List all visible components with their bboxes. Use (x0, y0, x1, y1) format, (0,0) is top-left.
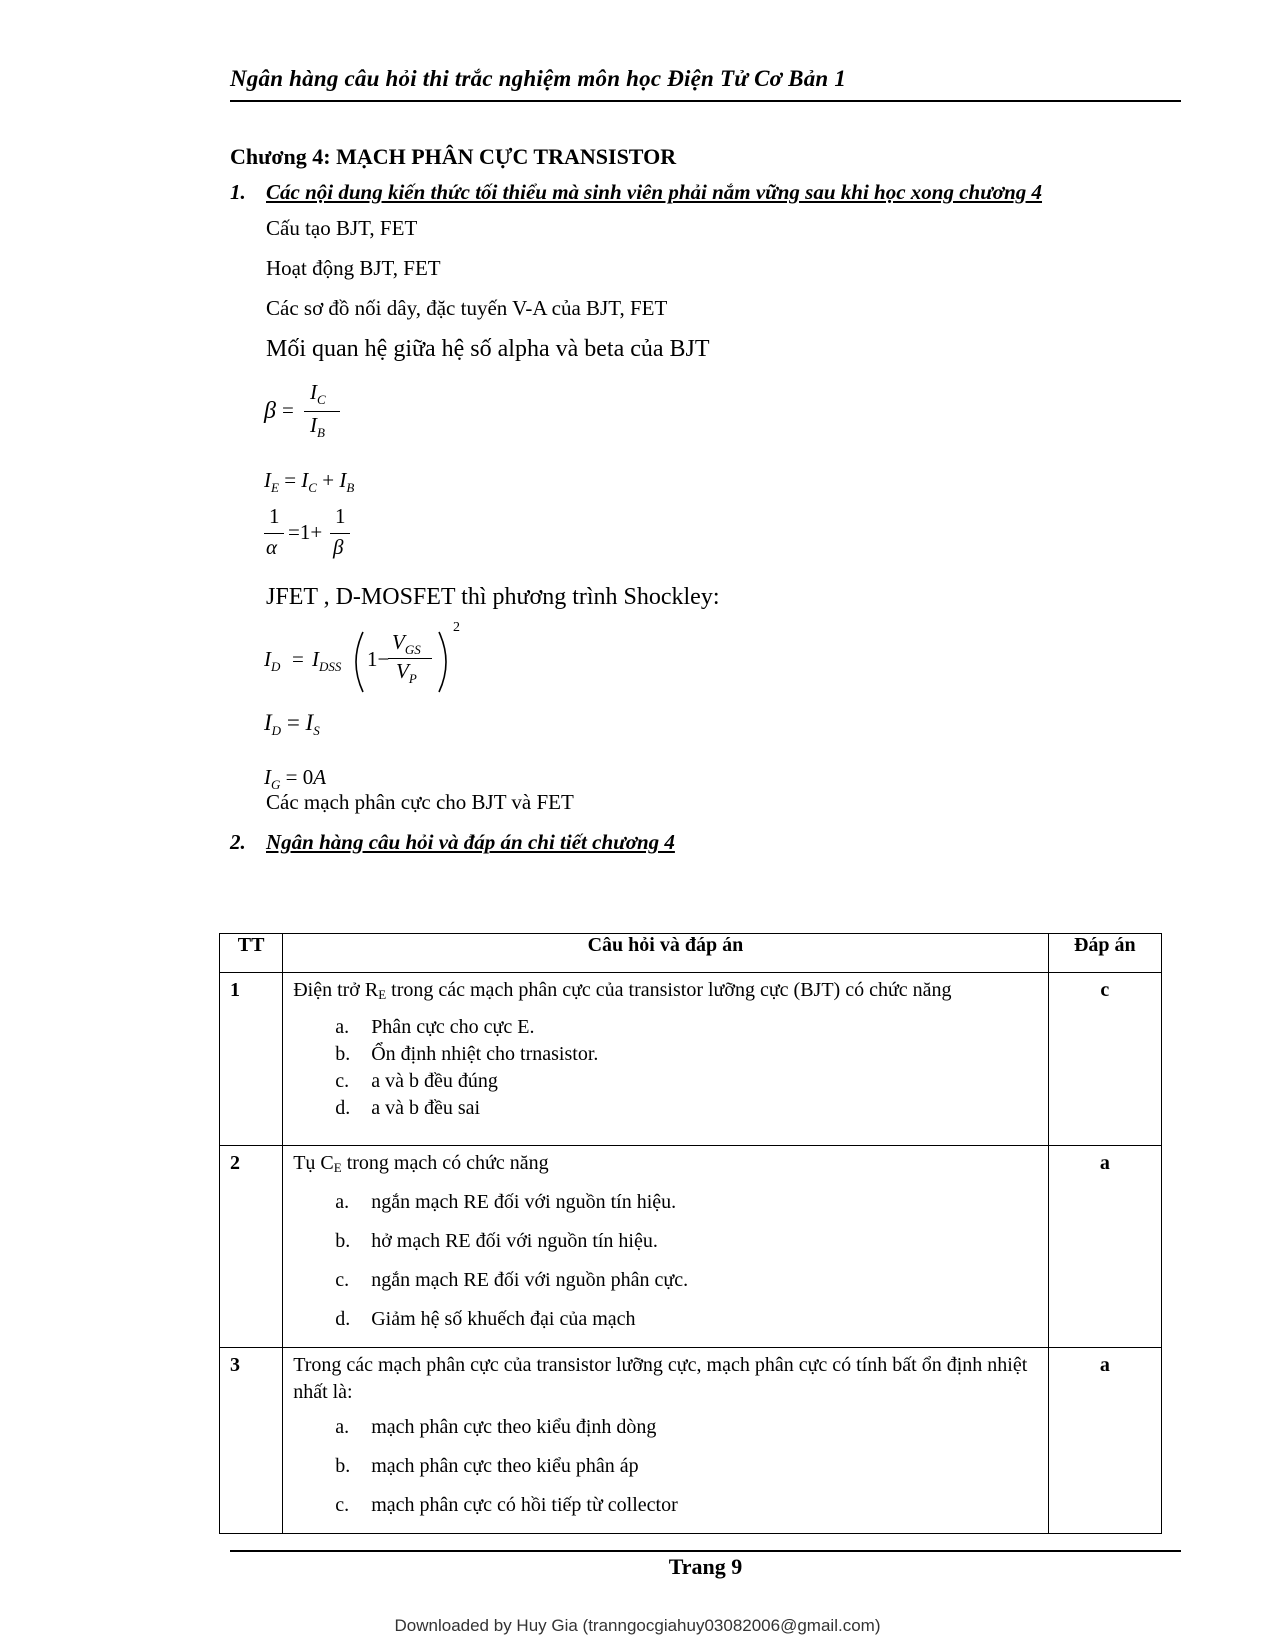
option-item: a. ngắn mạch RE đối với nguồn tín hiệu. (335, 1191, 677, 1213)
option-item: c. a và b đều đúng (335, 1070, 498, 1092)
header-title: Ngân hàng câu hỏi thi trắc nghiệm môn học Điện Tử Cơ Bản 1 (230, 66, 847, 91)
chapter-title: Chương 4: MẠCH PHÂN CỰC TRANSISTOR (230, 144, 677, 169)
question-table (219, 933, 1162, 1534)
answer-cell: c (1048, 973, 1161, 1146)
footer-divider (230, 1550, 1181, 1552)
option-item: b. Ổn định nhiệt cho trnasistor. (335, 1043, 599, 1065)
row-number: 2 (220, 1146, 283, 1348)
formula-shockley: $I_D$ = $I_{DSS}$ 1− $V_{GS}$ $V_P$ 2 (264, 622, 464, 694)
question-text: Tụ $C_E$ trong mạch có chức năng (293, 1152, 549, 1175)
knowledge-line: Mối quan hệ giữa hệ số alpha và beta của BJT (266, 336, 710, 362)
question-text: Trong các mạch phân cực của transistor lưỡng cực, mạch phân cực có tính bất ổn định nhiệt nhất là: (293, 1354, 1028, 1403)
shockley-intro: JFET , D-MOSFET thì phương trình Shockley: (266, 584, 720, 610)
table-header-row (220, 934, 1162, 973)
option-item: c. mạch phân cực có hồi tiếp từ collector (335, 1494, 678, 1516)
formula-drain-source: $I_D = I_S$ (264, 710, 320, 738)
question-text: Điện trở $R_E$ trong các mạch phân cực của transistor lưỡng cực (BJT) có chức năng (293, 979, 952, 1002)
question-cell (283, 1348, 1048, 1534)
knowledge-line: Hoạt động BJT, FET (266, 256, 441, 280)
header-question: Câu hỏi và đáp án (283, 934, 1048, 973)
option-list (283, 1014, 1047, 1126)
option-item: a. Phân cực cho cực E. (335, 1016, 535, 1038)
option-item: d. Giảm hệ số khuếch đại của mạch (335, 1308, 636, 1330)
option-list (283, 1412, 1047, 1533)
download-notice: Downloaded by Huy Gia (tranngocgiahuy03082006@gmail.com) (394, 1616, 881, 1635)
option-item: b. hở mạch RE đối với nguồn tín hiệu. (335, 1230, 658, 1252)
option-item: c. ngắn mạch RE đối với nguồn phân cực. (335, 1269, 689, 1291)
header-answer: Đáp án (1048, 934, 1161, 973)
document-header (230, 66, 1181, 102)
table-row (220, 1146, 1162, 1348)
section-2-number: 2. (230, 830, 246, 854)
option-item: b. mạch phân cực theo kiểu phân áp (335, 1455, 639, 1477)
header-tt: TT (220, 934, 283, 973)
section-1-title: Các nội dung kiến thức tối thiểu mà sinh viên phải nắm vững sau khi học xong chương 4 (266, 180, 1043, 204)
section-2-heading (230, 830, 1181, 858)
formula-alpha-beta: 1 α =1+ 1 β (264, 506, 364, 566)
row-number: 3 (220, 1348, 283, 1534)
option-item: a. mạch phân cực theo kiểu định dòng (335, 1416, 657, 1438)
question-cell (283, 1146, 1048, 1348)
knowledge-line: Các sơ đồ nối dây, đặc tuyến V-A của BJT, FET (266, 296, 668, 320)
section-1-number: 1. (230, 180, 246, 204)
table-row (220, 1348, 1162, 1534)
page-number: Trang 9 (668, 1554, 743, 1579)
section-2-title: Ngân hàng câu hỏi và đáp án chi tiết chương 4 (266, 830, 675, 854)
knowledge-line: Cấu tạo BJT, FET (266, 216, 418, 240)
section-1-heading (230, 180, 1181, 208)
formula-beta: β = $I_C$ $I_B$ (264, 383, 354, 443)
formula-emitter-current: $I_E = I_C + I_B$ (264, 468, 355, 495)
answer-cell: a (1048, 1348, 1161, 1534)
formula-gate-current: $I_G = 0A$ (264, 765, 327, 792)
bias-circuits-line: Các mạch phân cực cho BJT và FET (266, 790, 574, 814)
table-row (220, 973, 1162, 1146)
row-number: 1 (220, 973, 283, 1146)
answer-cell: a (1048, 1146, 1161, 1348)
option-list (283, 1187, 1047, 1347)
question-cell (283, 973, 1048, 1146)
option-item: d. a và b đều sai (335, 1097, 481, 1119)
